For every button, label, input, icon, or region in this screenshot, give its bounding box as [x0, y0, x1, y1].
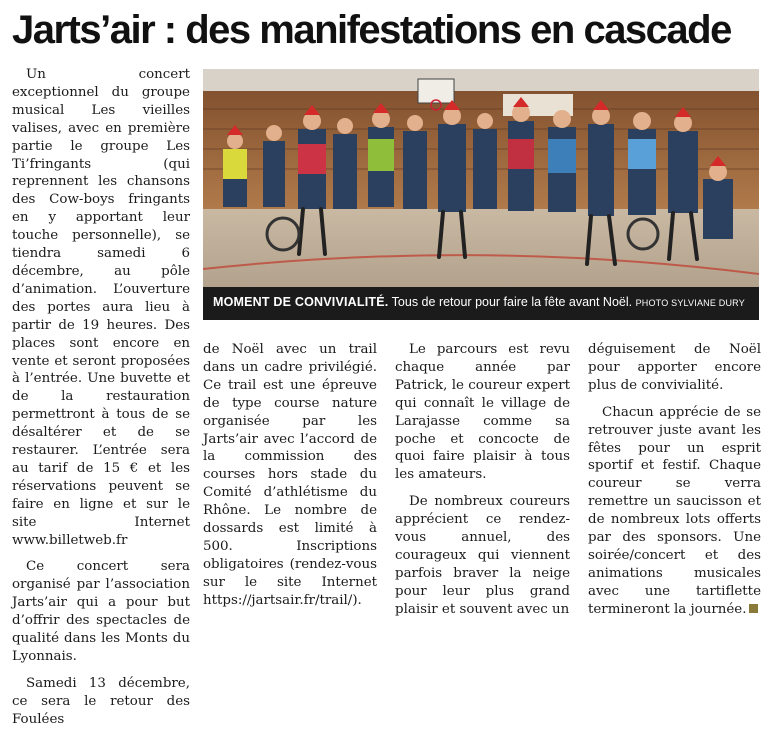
paragraph: Le parcours est revu chaque année par Patrick, le coureur expert qui connaît le village de Larajasse comme sa poche et concocte de quoi faire plaisir à tous les amateurs.: [395, 342, 570, 483]
caption-credit: PHOTO SYLVIANE DURY: [635, 298, 745, 308]
paragraph: déguisement de Noël pour apporter encore plus de convivialité.: [588, 342, 761, 393]
photo-caption: [203, 287, 759, 320]
paragraph: Samedi 13 décembre, ce sera le retour des Foulées: [12, 675, 190, 727]
article-column-2: [203, 341, 377, 610]
article-column-4: [588, 341, 761, 619]
paragraph: Un concert exceptionnel du groupe musical Les vieilles valises, avec en première partie le groupe Les Ti’fringants (qui reprennent les chansons des Cow-boys fringants en y apportant leur touche personnelle), se tiendra samedi 6 décembre, au pôle d’animation. L’ouverture des portes aura lieu à partir de 19 heures. Des places sont encore en vente et seront proposées à l’entrée. Une buvette et de la restauration permettront à tous de se désaltérer et de se restaurer. L’entrée sera au tarif de 15 € et les réservations peuvent se faire en ligne et sur le site Internet www.billetweb.fr: [12, 67, 190, 548]
photo-illustration: [203, 69, 759, 320]
article-column-3: [395, 341, 570, 619]
article-photo: [203, 69, 759, 320]
paragraph-text: Chacun apprécie de se retrouver juste avant les fêtes pour un esprit sportif et festif. Chaque coureur se verra remettre un saucisson et de nombreux lots offerts par des sponsors. Une soirée/concert et des animations musicales avec une tartiflette termineront la journée.: [588, 404, 761, 617]
paragraph: [588, 404, 761, 619]
end-of-article-square-icon: [749, 604, 758, 613]
article-headline: Jarts’air : des manifestations en cascade: [12, 8, 731, 52]
caption-title: MOMENT DE CONVIVIALITÉ.: [213, 295, 389, 309]
article-column-1: [12, 66, 190, 729]
paragraph: Ce concert sera organisé par l’association Jarts’air qui a pour but d’offrir des spectacles de qualité dans les Monts du Lyonnais.: [12, 559, 190, 664]
caption-text: Tous de retour pour faire la fête avant Noël.: [388, 295, 636, 309]
paragraph: De nombreux coureurs apprécient ce rendez-vous annuel, des courageux qui viennent parfois braver la neige pour leur plus grand plaisir et souvent avec un: [395, 494, 570, 617]
paragraph: de Noël avec un trail dans un cadre privilégié. Ce trail est une épreuve de type course nature organisée par les Jarts’air avec l’accord de la commission des courses hors stade du Comité d’athlétisme du Rhône. Le nombre de dossards est limité à 500. Inscriptions obligatoires (rendez-vous sur le site Internet https://jartsair.fr/trail/).: [203, 342, 377, 608]
